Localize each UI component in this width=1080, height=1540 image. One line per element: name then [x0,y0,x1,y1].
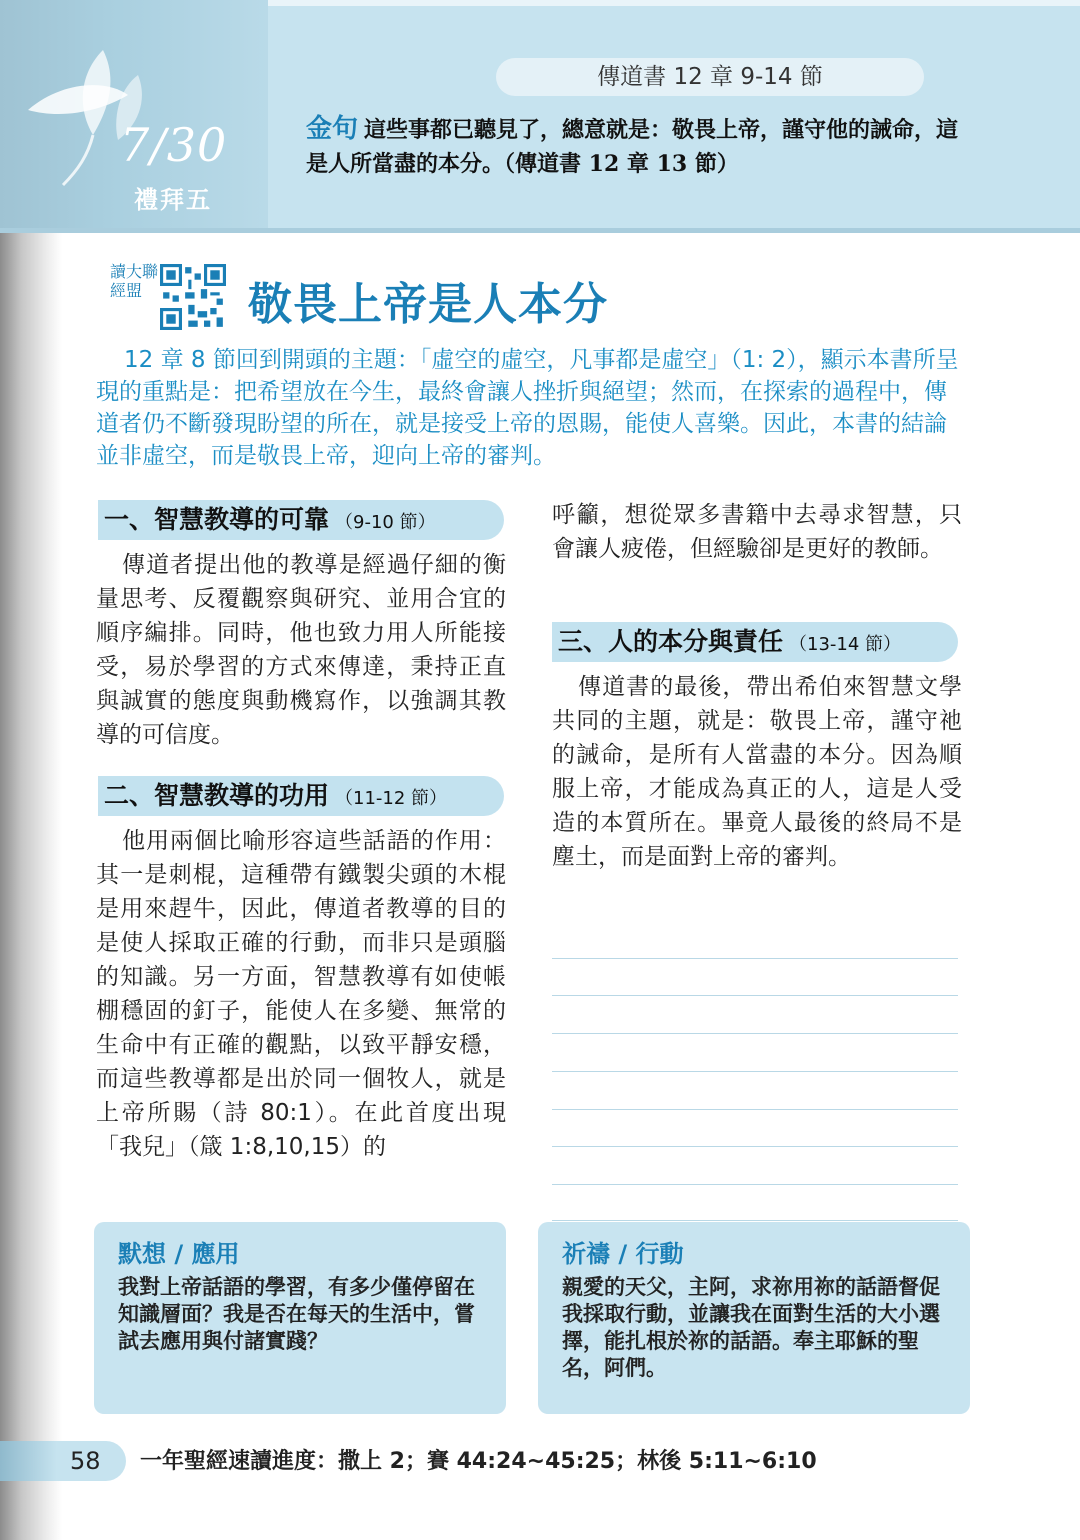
gold-verse-text: 這些事都已聽見了，總意就是：敬畏上帝，謹守他的誡命，這是人所當盡的本分。（傳道書 12 章 13 節） [306,117,959,177]
prayer-text: 親愛的天父，主阿，求祢用祢的話語督促我採取行動，並讓我在面對生活的大小選擇，能扎根於祢的話語。奉主耶穌的聖名，阿們。 [562,1274,940,1380]
notes-line [552,995,958,996]
meditation-text: 我對上帝話語的學習，有多少僅停留在知識層面？我是否在每天的生活中，嘗試去應用與付諸實踐？ [118,1274,475,1353]
gold-verse [306,112,976,181]
section-heading-3 [552,622,958,662]
weekday-label: 禮拜五 [134,186,212,214]
notes-line [552,1146,958,1147]
meditation-title: 默想 / 應用 [118,1240,240,1268]
qr-caption: 讀大聯經盟 [110,262,159,300]
page-number-tab [0,1441,126,1481]
meditation-box [94,1222,506,1414]
date-panel [0,0,268,232]
notes-line [552,958,958,959]
page-title: 敬畏上帝是人本分 [248,279,608,330]
notes-line [552,1220,958,1221]
intro-paragraph: 12 章 8 節回到開頭的主題：「虛空的虛空，凡事都是虛空」（1: 2），顯示本書所呈現的重點是：把希望放在今生，最終會讓人挫折與絕望；然而，在探索的過程中，傳道者仍不斷發現盼望的所在，就是接受上帝的恩賜，能使人喜樂。因此，本書的結論並非虛空，而是敬畏上帝，迎向上帝的審判。 [96,347,959,469]
header-bottom-rule [0,228,1080,233]
section-body-1: 傳道者提出他的教導是經過仔細的衡量思考、反覆觀察與研究、並用合宜的順序編排。同時，他也致力用人所能接受，易於學習的方式來傳達，秉持正直與誠實的態度與動機寫作，以強調其教導的可信度。 [96,552,506,748]
section-body-3: 傳道書的最後，帶出希伯來智慧文學共同的主題，就是：敬畏上帝，謹守祂的誡命，是所有人當盡的本分。因為順服上帝，才能成為真正的人，這是人受造的本質所在。畢竟人最後的終局不是塵土，而是面對上帝的審判。 [552,674,962,870]
notes-line [552,1184,958,1185]
prayer-title: 祈禱 / 行動 [562,1240,684,1268]
notes-line [552,1033,958,1034]
notes-line [552,1109,958,1110]
page-number: 58 [70,1447,101,1475]
section-body-2: 他用兩個比喻形容這些話語的作用：其一是刺棍，這種帶有鐵製尖頭的木棍是用來趕牛，因此，傳道者教導的目的是使人採取正確的行動，而非只是頭腦的知識。另一方面，智慧教導有如使帳棚穩固的釘子，能使人在多變、無常的生命中有正確的觀點，以致平靜安穩，而這些教導都是出於同一個牧人，就是上帝所賜（詩 80:1）。在此首度出現「我兒」（箴 1:8,10,15）的 [96,828,506,1160]
prayer-box [538,1222,970,1414]
qr-code-icon[interactable] [160,264,226,330]
section-heading-3-text: 三、人的本分與責任 [558,627,784,656]
section-heading-2-verses: （11-12 節） [335,788,448,809]
notes-line [552,1071,958,1072]
reading-plan: 一年聖經速讀進度：撒上 2；賽 44:24~45:25；林後 5:11~6:10 [140,1449,817,1474]
section-heading-2 [98,776,504,816]
date-number: 7/30 [120,118,228,172]
section-heading-1-verses: （9-10 節） [335,512,436,533]
section-heading-1-text: 一、智慧教導的可靠 [104,505,330,534]
section-body-2-continuation: 呼籲，想從眾多書籍中去尋求智慧，只會讓人疲倦，但經驗卻是更好的教師。 [552,502,962,562]
header-band [0,0,1080,232]
section-heading-2-text: 二、智慧教導的功用 [104,781,330,810]
scripture-reference: 傳道書 12 章 9-14 節 [496,58,924,96]
section-heading-1 [98,500,504,540]
gold-verse-label: 金句 [306,114,359,144]
section-heading-3-verses: （13-14 節） [789,634,902,655]
